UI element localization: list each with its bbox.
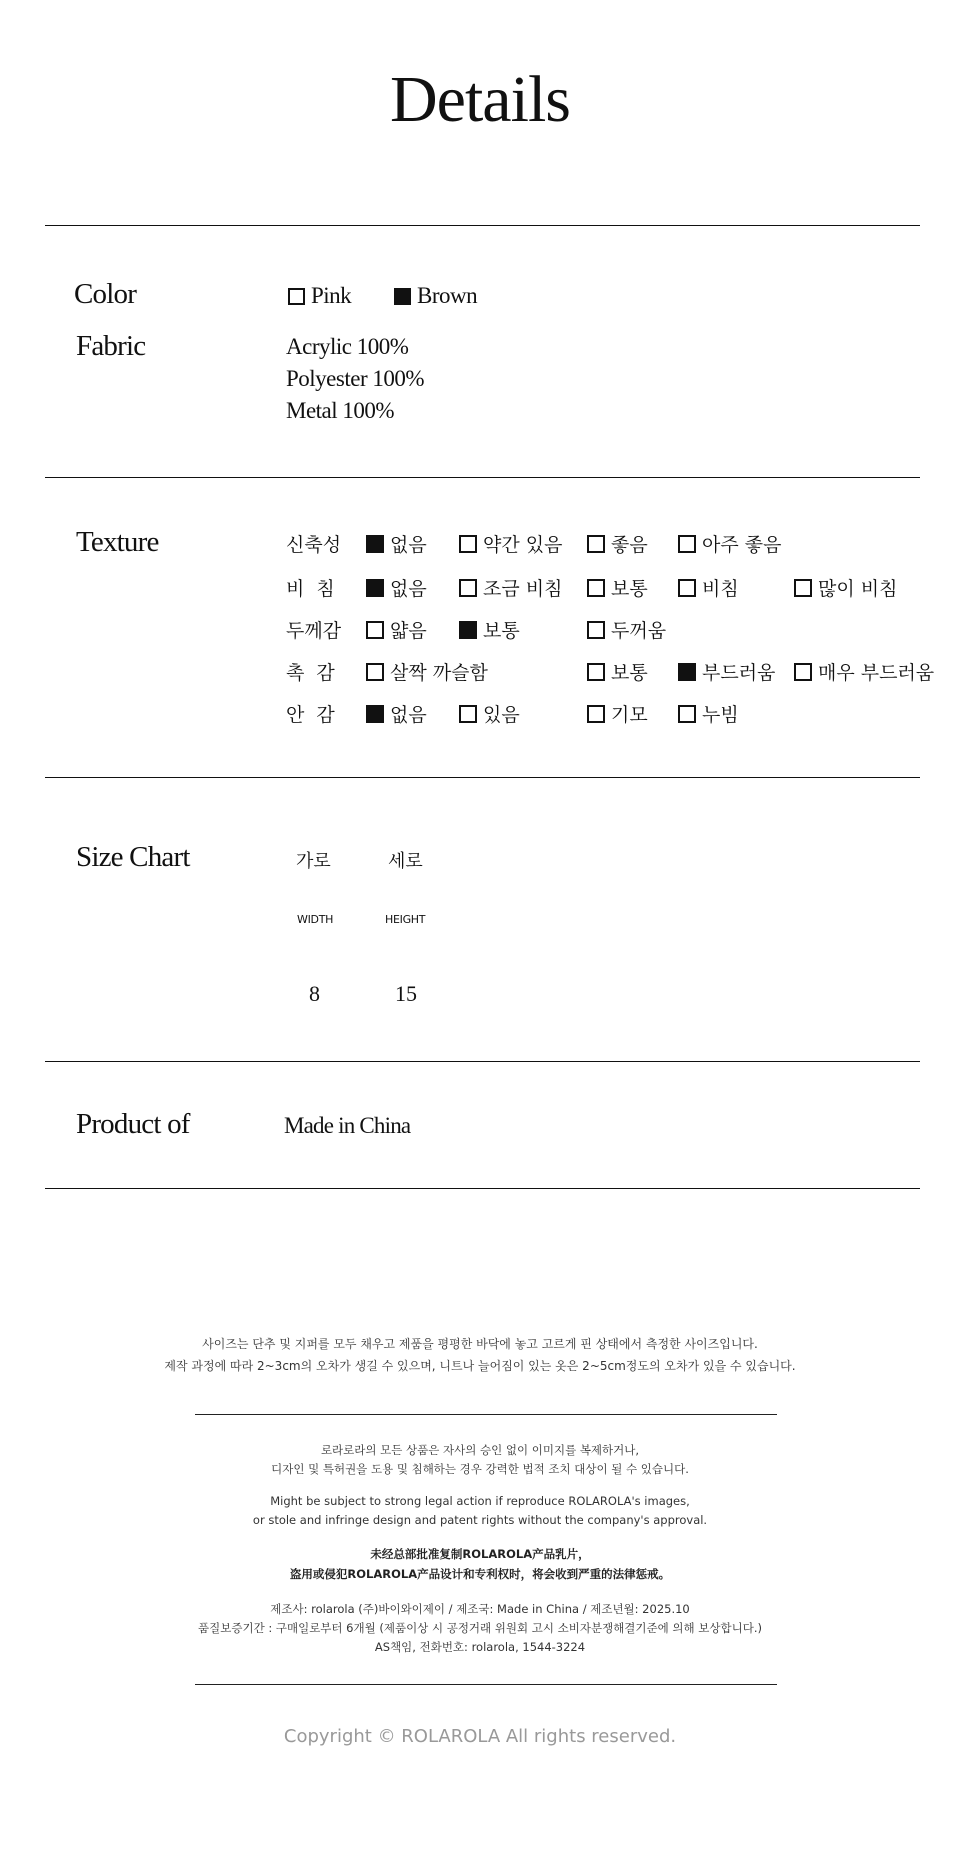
checkbox-empty-icon (587, 663, 605, 681)
texture-option (366, 658, 488, 685)
size-col-en-height: HEIGHT (385, 913, 426, 926)
size-note-line: 사이즈는 단추 및 지퍼를 모두 채우고 제품을 평평한 바닥에 놓고 고르게 핀 상태에서 측정한 사이즈입니다. (202, 1337, 758, 1351)
legal-cn-line: 未经总部批准复制ROLAROLA产品乳片， (370, 1547, 590, 1561)
texture-option (459, 700, 520, 727)
fabric-label: Fabric (76, 330, 146, 362)
divider (45, 225, 920, 226)
texture-option-label: 비침 (702, 578, 739, 600)
texture-option (587, 530, 648, 557)
texture-option-label: 부드러움 (702, 662, 776, 684)
texture-option-label: 많이 비침 (818, 578, 898, 600)
checkbox-checked-icon (366, 535, 384, 553)
texture-option (459, 616, 520, 643)
divider (45, 477, 920, 478)
texture-row-name: 신축성 (286, 534, 342, 556)
fabric-line: Acrylic 100% (286, 334, 409, 359)
texture-option-label: 살짝 까슬함 (390, 662, 488, 684)
texture-option (587, 658, 648, 685)
texture-row-name: 안 감 (286, 704, 335, 726)
legal-cn-line: 盗用或侵犯ROLAROLA产品设计和专利权时，将会收到严重的法律惩戒。 (289, 1567, 671, 1581)
maker-info-line: 품질보증기간 : 구매일로부터 6개월 (제품이상 시 공정거래 위원회 고시 소비자분쟁해결기준에 의해 보상합니다.) (198, 1621, 762, 1635)
texture-option (366, 616, 427, 643)
copyright: Copyright © ROLAROLA All rights reserved. (283, 1726, 677, 1747)
texture-option-label: 누빔 (702, 704, 739, 726)
texture-option (459, 530, 562, 557)
texture-option (587, 616, 666, 643)
texture-option-label: 아주 좋음 (702, 534, 782, 556)
texture-option-label: 없음 (390, 704, 427, 726)
divider (45, 1061, 920, 1062)
texture-option-label: 매우 부드러움 (818, 662, 935, 684)
checkbox-empty-icon (587, 579, 605, 597)
checkbox-empty-icon (678, 579, 696, 597)
footer-divider (195, 1414, 777, 1415)
maker-info-line: 제조사: rolarola (주)바이와이제이 / 제조국: Made in China / 제조년월: 2025.10 (270, 1602, 690, 1616)
page-title: Details (390, 63, 570, 136)
divider (45, 1188, 920, 1189)
legal-kr-line: 로라로라의 모든 상품은 자사의 승인 없이 이미지를 복제하거나, (320, 1443, 640, 1457)
texture-option (678, 574, 739, 601)
footer-divider (195, 1684, 777, 1685)
product-of-value: Made in China (284, 1113, 411, 1138)
legal-cn (0, 1544, 960, 1584)
texture-option-label: 보통 (611, 662, 648, 684)
size-value-width: 8 (309, 981, 320, 1006)
texture-option (587, 574, 648, 601)
texture-option-label: 두꺼움 (611, 620, 667, 642)
divider (45, 777, 920, 778)
texture-option-label: 조금 비침 (483, 578, 563, 600)
size-note-line: 제작 과정에 따라 2~3cm의 오차가 생길 수 있으며, 니트나 늘어짐이 있는 옷은 2~5cm정도의 오차가 있을 수 있습니다. (164, 1359, 796, 1373)
texture-option-label: 없음 (390, 578, 427, 600)
legal-kr (0, 1441, 960, 1479)
texture-option (794, 658, 934, 685)
texture-option-label: 없음 (390, 534, 427, 556)
texture-option-label: 좋음 (611, 534, 648, 556)
maker-info (0, 1600, 960, 1657)
texture-option-label: 얇음 (390, 620, 427, 642)
checkbox-empty-icon (459, 535, 477, 553)
size-note (0, 1333, 960, 1377)
checkbox-empty-icon (678, 535, 696, 553)
texture-option (678, 530, 781, 557)
checkbox-empty-icon (288, 288, 305, 305)
texture-option (366, 574, 427, 601)
texture-option-label: 있음 (483, 704, 520, 726)
checkbox-empty-icon (794, 579, 812, 597)
texture-option (366, 530, 427, 557)
checkbox-empty-icon (587, 535, 605, 553)
color-option-brown (394, 283, 477, 309)
checkbox-empty-icon (678, 705, 696, 723)
checkbox-empty-icon (366, 621, 384, 639)
checkbox-empty-icon (794, 663, 812, 681)
checkbox-checked-icon (394, 288, 411, 305)
texture-option-label: 보통 (483, 620, 520, 642)
texture-label: Texture (76, 526, 159, 558)
legal-en (0, 1492, 960, 1530)
texture-option-label: 기모 (611, 704, 648, 726)
checkbox-empty-icon (587, 705, 605, 723)
checkbox-checked-icon (459, 621, 477, 639)
fabric-line: Metal 100% (286, 398, 395, 423)
size-col-kr-width: 가로 (296, 851, 331, 872)
texture-row-name: 비 침 (286, 578, 335, 600)
color-option-label: Pink (311, 283, 352, 308)
texture-option (459, 574, 562, 601)
checkbox-empty-icon (366, 663, 384, 681)
checkbox-checked-icon (366, 579, 384, 597)
size-col-en-width: WIDTH (297, 913, 334, 926)
texture-option (366, 700, 427, 727)
checkbox-checked-icon (366, 705, 384, 723)
legal-kr-line: 디자인 및 특허권을 도용 및 침해하는 경우 강력한 법적 조치 대상이 될 수 있습니다. (271, 1462, 689, 1476)
color-label: Color (74, 278, 137, 310)
checkbox-checked-icon (678, 663, 696, 681)
texture-option-label: 보통 (611, 578, 648, 600)
color-option-label: Brown (417, 283, 478, 308)
color-option-pink (288, 283, 351, 309)
maker-info-line: AS책임, 전화번호: rolarola, 1544-3224 (374, 1640, 586, 1654)
legal-en-line: Might be subject to strong legal action if reproduce ROLAROLA's images, (270, 1494, 690, 1508)
texture-row-name: 촉 감 (286, 662, 335, 684)
checkbox-empty-icon (459, 705, 477, 723)
texture-option-label: 약간 있음 (483, 534, 563, 556)
size-value-height: 15 (395, 981, 417, 1006)
checkbox-empty-icon (587, 621, 605, 639)
texture-option (794, 574, 897, 601)
size-col-kr-height: 세로 (388, 851, 423, 872)
checkbox-empty-icon (459, 579, 477, 597)
legal-en-line: or stole and infringe design and patent rights without the company's approval. (252, 1513, 708, 1527)
fabric-line: Polyester 100% (286, 366, 425, 391)
texture-option (587, 700, 648, 727)
texture-option (678, 700, 739, 727)
size-chart-label: Size Chart (76, 841, 190, 873)
product-of-label: Product of (76, 1108, 190, 1140)
texture-option (678, 658, 775, 685)
texture-row-name: 두께감 (286, 620, 342, 642)
